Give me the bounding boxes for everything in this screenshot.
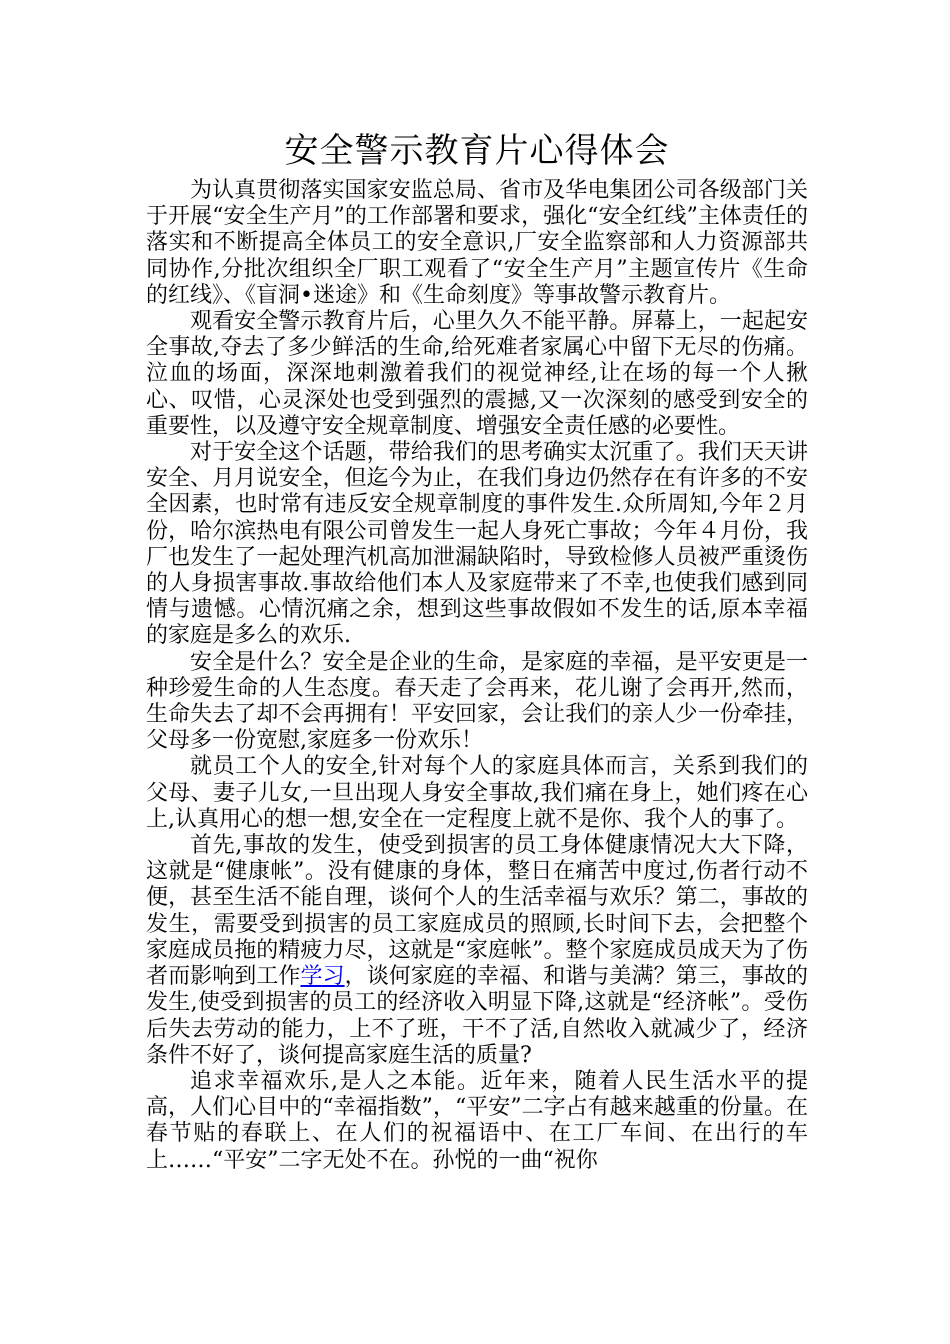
study-link[interactable]: 学习: [300, 964, 345, 990]
paragraph-4: 安全是什么？安全是企业的生命，是家庭的幸福，是平安更是一种珍爱生命的人生态度。春天走了会再来，花儿谢了会再开,然而，生命失去了却不会再拥有！平安回家，会让我们的亲人少一份牵挂，父母多一份宽慰,家庭多一份欢乐！: [146, 649, 808, 754]
paragraph-1: 为认真贯彻落实国家安监总局、省市及华电集团公司各级部门关于开展“安全生产月”的工作部署和要求，强化“安全红线”主体责任的落实和不断提高全体员工的安全意识,厂安全监察部和人力资源部共同协作,分批次组织全厂职工观看了“安全生产月”主题宣传片《生命的红线》、《盲洞•迷途》和《生命刻度》等事故警示教育片。: [146, 178, 808, 308]
paragraph-2: 观看安全警示教育片后，心里久久不能平静。屏幕上，一起起安全事故,夺去了多少鲜活的生命,给死难者家属心中留下无尽的伤痛。泣血的场面，深深地刺激着我们的视觉神经,让在场的每一个人揪心、叹惜，心灵深处也受到强烈的震撼,又一次深刻的感受到安全的重要性，以及遵守安全规章制度、增强安全责任感的必要性。: [146, 309, 808, 439]
paragraph-5: 就员工个人的安全,针对每个人的家庭具体而言，关系到我们的父母、妻子儿女,一旦出现人身安全事故,我们痛在身上，她们疼在心上,认真用心的想一想,安全在一定程度上就不是你、我个人的事了。: [146, 754, 808, 832]
paragraph-7: 追求幸福欢乐,是人之本能。近年来，随着人民生活水平的提高，人们心目中的“幸福指数”，“平安”二字占有越来越重的份量。在春节贴的春联上、在人们的祝福语中、在工厂车间、在出行的车上……“平安”二字无处不在。孙悦的一曲“祝你: [146, 1068, 808, 1173]
paragraph-6-text-end: ，谈何家庭的幸福、和谐与美满？第三，事故的发生,使受到损害的员工的经济收入明显下降,这就是“经济帐”。受伤后失去劳动的能力，上不了班，干不了活,自然收入就减少了，经济条件不好了，谈何提高家庭生活的质量?: [146, 964, 808, 1068]
paragraph-6: [146, 833, 808, 1069]
paragraph-3: 对于安全这个话题，带给我们的思考确实太沉重了。我们天天讲安全、月月说安全，但迄今为止，在我们身边仍然存在有许多的不安全因素，也时常有违反安全规章制度的事件发生.众所周知,今年２月份，哈尔滨热电有限公司曾发生一起人身死亡事故；今年４月份，我厂也发生了一起处理汽机高加泄漏缺陷时，导致检修人员被严重烫伤的人身损害事故.事故给他们本人及家庭带来了不幸,也使我们感到同情与遗憾。心情沉痛之余，想到这些事故假如不发生的话,原本幸福的家庭是多么的欢乐.: [146, 440, 808, 649]
document-page: [146, 128, 808, 1174]
paragraph-6-text-start: 首先,事故的发生，使受到损害的员工身体健康情况大大下降，这就是“健康帐”。没有健康的身体，整日在痛苦中度过,伤者行动不便，甚至生活不能自理，谈何个人的生活幸福与欢乐？第二，事故的发生，需要受到损害的员工家庭成员的照顾,长时间下去，会把整个家庭成员拖的精疲力尽，这就是“家庭帐”。整个家庭成员成天为了伤者而影响到工作: [146, 833, 808, 990]
document-title: 安全警示教育片心得体会: [284, 131, 670, 171]
